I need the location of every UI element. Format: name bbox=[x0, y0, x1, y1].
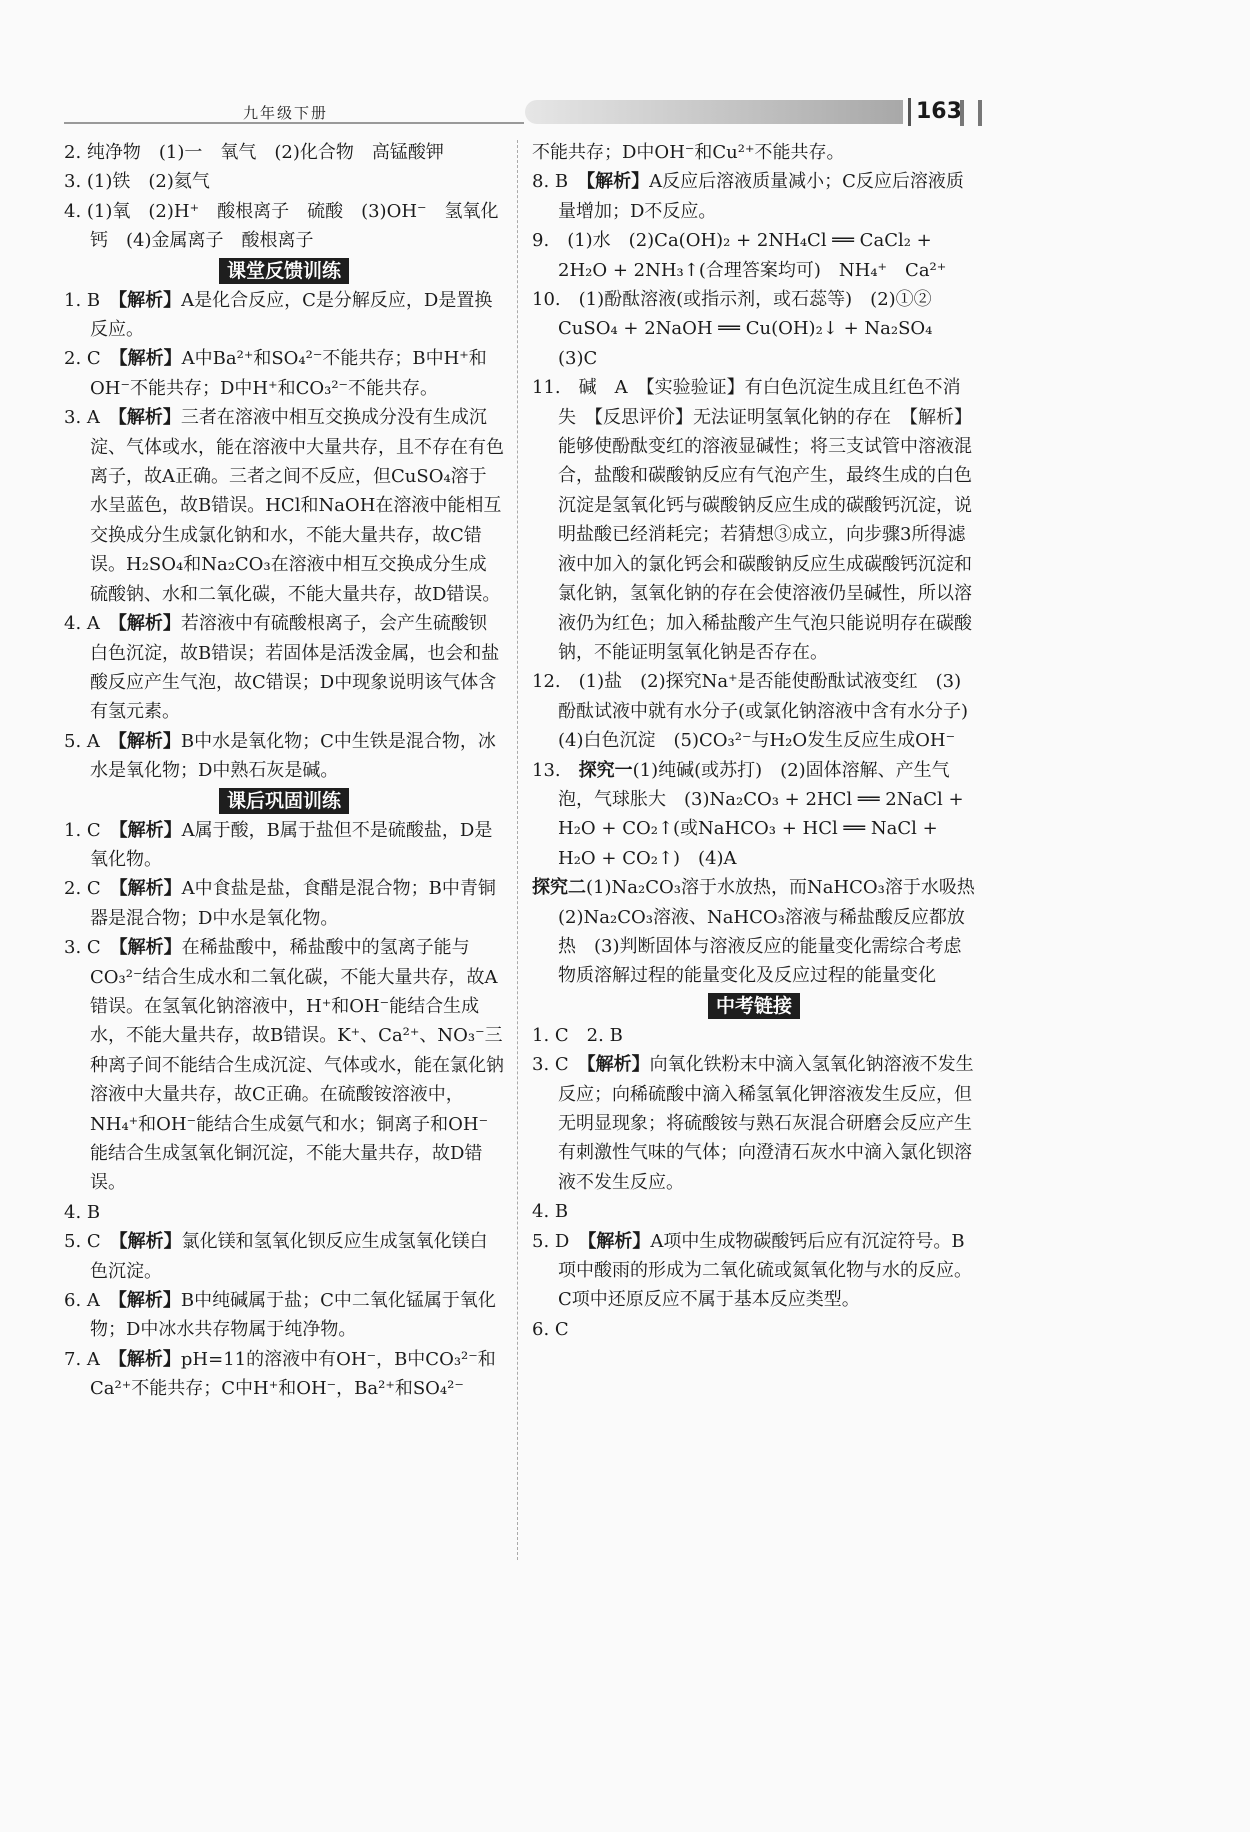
answer-number: 5. A bbox=[64, 730, 100, 752]
answer-item bbox=[532, 1315, 976, 1344]
analysis-label: 【解析】 bbox=[118, 937, 182, 959]
answer-item bbox=[532, 667, 987, 755]
right-column bbox=[532, 138, 993, 1344]
answer-text: 若溶液中有硫酸根离子，会产生硫酸钡白色沉淀，故B错误；若固体是活泼金属，也会和盐酸反应产生气泡，故C错误；D中现象说明该气体含有氢元素。 bbox=[90, 613, 500, 723]
answer-item bbox=[64, 727, 504, 786]
answer-item bbox=[64, 1345, 504, 1404]
analysis-label: 【解析】 bbox=[117, 730, 181, 752]
answer-item bbox=[64, 1227, 504, 1286]
answer-item bbox=[532, 756, 976, 874]
analysis-label: 【解析】 bbox=[118, 819, 182, 841]
answer-number: 3. A bbox=[64, 407, 100, 429]
answer-item bbox=[532, 285, 976, 373]
answer-number: 2. C bbox=[64, 348, 101, 370]
section-heading-text: 课后巩固训练 bbox=[219, 788, 349, 814]
answer-number: 2. C bbox=[64, 878, 101, 900]
analysis-label: 【解析】 bbox=[117, 1290, 181, 1312]
analysis-label: 【解析】 bbox=[117, 407, 181, 429]
answer-number: 10. bbox=[532, 289, 561, 311]
answer-text: A中食盐是盐，食醋是混合物；B中青铜器是混合物；D中水是氧化物。 bbox=[90, 878, 496, 929]
answer-text: 不能共存；D中OH⁻和Cu²⁺不能共存。 bbox=[532, 142, 845, 163]
section-heading-after-class bbox=[64, 788, 504, 815]
answer-number: 5. C bbox=[64, 1231, 101, 1253]
left-top-items bbox=[64, 138, 504, 256]
exam-link-items bbox=[532, 1021, 976, 1344]
left-column bbox=[64, 138, 504, 1404]
answer-text: 在稀盐酸中，稀盐酸中的氢离子能与CO₃²⁻结合生成水和二氧化碳，不能大量共存，故A错误。在氢氧化钠溶液中，H⁺和OH⁻能结合生成水，不能大量共存，故B错误。K⁺、Ca²⁺、NO₃⁻三种离子间不能结合生成沉淀、气体或水，能在氯化钠溶液中大量共存，故C正确。在硫酸铵溶液中，NH₄⁺和OH⁻能结合生成氨气和水；铜离子和OH⁻能结合生成氢氧化铜沉淀，不能大量共存，故D错误。 bbox=[90, 937, 504, 1194]
analysis-label: 探究一 bbox=[578, 759, 633, 781]
answer-number: 1. C bbox=[64, 819, 101, 841]
answer-item bbox=[64, 403, 504, 609]
answer-item: 3. (1)铁 (2)氦气 bbox=[64, 171, 210, 193]
answer-text: pH=11的溶液中有OH⁻，B中CO₃²⁻和Ca²⁺不能共存；C中H⁺和OH⁻，Ba²⁺和SO₄²⁻ bbox=[90, 1348, 496, 1400]
answer-number: 6. A bbox=[64, 1290, 100, 1312]
classroom-feedback-items bbox=[64, 286, 504, 786]
answer-item: 2. 纯净物 (1)一 氧气 (2)化合物 高锰酸钾 bbox=[64, 142, 444, 163]
answer-number: 6. C bbox=[532, 1318, 569, 1340]
answer-number: 4. A bbox=[64, 613, 100, 635]
answer-text: 三者在溶液中相互交换成分没有生成沉淀、气体或水，能在溶液中大量共存，且不存在有色离子，故A正确。三者之间不反应，但CuSO₄溶于水呈蓝色，故B错误。HCl和NaOH在溶液中能相互交换成分生成氯化钠和水，不能大量共存，故C错误。H₂SO₄和Na₂CO₃在溶液中相互交换成分生成硫酸钠、水和二氧化碳，不能大量共存，故D错误。 bbox=[90, 407, 504, 605]
answer-item bbox=[64, 1198, 504, 1227]
answer-text: (1)酚酞溶液(或指示剂，或石蕊等) (2)①② CuSO₄ + 2NaOH ══ Cu(OH)₂↓ + Na₂SO₄ (3)C bbox=[558, 289, 951, 369]
header-rule bbox=[64, 122, 524, 124]
answer-item bbox=[532, 167, 976, 226]
answer-item bbox=[64, 286, 504, 345]
analysis-label: 【解析】 bbox=[117, 613, 181, 635]
answer-text: (1)Na₂CO₃溶于水放热，而NaHCO₃溶于水吸热 (2)Na₂CO₃溶液、NaHCO₃溶液与稀盐酸反应都放热 (3)判断固体与溶液反应的能量变化需综合考虑物质溶解过程的能量变化及反应过程的能量变化 bbox=[558, 877, 993, 987]
answer-text: (1)盐 (2)探究Na⁺是否能使酚酞试液变红 (3)酚酞试液中就有水分子(或氯化钠溶液中含有水分子) (4)白色沉淀 (5)CO₃²⁻与H₂O发生反应生成OH⁻ bbox=[558, 671, 987, 752]
section-heading-text: 课堂反馈训练 bbox=[219, 258, 349, 284]
analysis-label: 【解析】 bbox=[118, 289, 182, 311]
header-title: 九年级下册 bbox=[243, 104, 329, 122]
answer-number: 12. bbox=[532, 671, 561, 693]
answer-number: 9. bbox=[532, 230, 550, 252]
answer-item bbox=[532, 873, 993, 991]
answer-text: 氯化镁和氢氧化钡反应生成氢氧化镁白色沉淀。 bbox=[90, 1231, 488, 1282]
answer-item bbox=[64, 874, 504, 933]
section-heading-exam bbox=[532, 993, 976, 1020]
answer-text: A是化合反应，C是分解反应，D是置换反应。 bbox=[90, 289, 493, 341]
answer-number: 11. bbox=[532, 377, 561, 399]
answer-text: A中Ba²⁺和SO₄²⁻不能共存；B中H⁺和OH⁻不能共存；D中H⁺和CO₃²⁻不能共存。 bbox=[90, 348, 487, 399]
answer-item bbox=[64, 609, 504, 727]
answer-number: 1. B bbox=[64, 289, 101, 311]
answer-item bbox=[64, 933, 504, 1198]
page-number-marks bbox=[960, 100, 982, 126]
answer-number: 4. B bbox=[532, 1201, 569, 1223]
answer-item bbox=[532, 373, 976, 667]
answer-text: B中纯碱属于盐；C中二氧化锰属于氧化物；D中冰水共存物属于纯净物。 bbox=[90, 1290, 496, 1341]
answer-number: 5. D bbox=[532, 1230, 570, 1252]
answer-item bbox=[64, 816, 504, 875]
answer-text: (1)纯碱(或苏打) (2)固体溶解、产生气泡，气球胀大 (3)Na₂CO₃ + 2HCl ══ 2NaCl + H₂O + CO₂↑(或NaHCO₃ + HCl ══ NaCl + H₂O + CO₂↑) (4)A bbox=[558, 759, 964, 869]
analysis-label: 【解析】 bbox=[117, 1348, 181, 1370]
answer-text: A反应后溶液质量减小；C反应后溶液质量增加；D不反应。 bbox=[558, 171, 964, 222]
answer-number: 3. C bbox=[64, 937, 101, 959]
header-gradient-bar bbox=[525, 100, 903, 124]
analysis-label: 【解析】 bbox=[118, 1231, 182, 1253]
answer-item: 4. (1)氧 (2)H⁺ 酸根离子 硫酸 (3)OH⁻ 氢氧化钙 (4)金属离子 酸根离子 bbox=[64, 200, 499, 252]
answer-number: 13. bbox=[532, 759, 561, 781]
answer-text: A属于酸，B属于盐但不是硫酸盐，D是氧化物。 bbox=[90, 819, 493, 870]
answer-item bbox=[532, 1227, 976, 1315]
answer-item bbox=[64, 344, 504, 403]
analysis-label: 探究二 bbox=[532, 877, 586, 899]
answer-number: 1. C 2. B bbox=[532, 1024, 623, 1046]
section-heading-text: 中考链接 bbox=[708, 993, 800, 1019]
page-number: 163 bbox=[908, 98, 966, 126]
answer-item bbox=[532, 226, 976, 285]
analysis-label: 【解析】 bbox=[587, 1230, 651, 1252]
answer-number: 3. C bbox=[532, 1054, 569, 1076]
column-divider bbox=[517, 140, 518, 1560]
analysis-label: 【解析】 bbox=[586, 1054, 650, 1076]
analysis-label: 【解析】 bbox=[118, 348, 182, 370]
right-items bbox=[532, 138, 993, 991]
answer-number: 7. A bbox=[64, 1348, 100, 1370]
section-heading-classroom bbox=[64, 258, 504, 285]
answer-item bbox=[64, 1286, 504, 1345]
answer-text: A项中生成物碳酸钙后应有沉淀符号。B项中酸雨的形成为二氧化硫或氮氧化物与水的反应。C项中还原反应不属于基本反应类型。 bbox=[558, 1230, 972, 1311]
analysis-label: 【解析】 bbox=[118, 878, 182, 900]
answer-item bbox=[532, 1197, 976, 1226]
answer-text: 向氧化铁粉末中滴入氢氧化钠溶液不发生反应；向稀硫酸中滴入稀氢氧化钾溶液发生反应，但无明显现象；将硫酸铵与熟石灰混合研磨会反应产生有刺激性气味的气体；向澄清石灰水中滴入氯化钡溶液不发生反应。 bbox=[558, 1054, 974, 1193]
answer-item bbox=[532, 1050, 976, 1197]
answer-number: 8. B bbox=[532, 171, 569, 193]
answer-text: (1)水 (2)Ca(OH)₂ + 2NH₄Cl ══ CaCl₂ + 2H₂O + 2NH₃↑(合理答案均可) NH₄⁺ Ca²⁺ bbox=[558, 230, 947, 281]
answer-item bbox=[532, 138, 976, 167]
answer-item bbox=[532, 1021, 976, 1050]
analysis-label: 【解析】 bbox=[586, 171, 650, 193]
answer-text: B中水是氧化物；C中生铁是混合物，冰水是氧化物；D中熟石灰是碱。 bbox=[90, 730, 496, 782]
after-class-items bbox=[64, 816, 504, 1404]
answer-number: 4. B bbox=[64, 1201, 101, 1223]
answer-text: 碱 A 【实验验证】有白色沉淀生成且红色不消失 【反思评价】无法证明氢氧化钠的存在 【解析】能够使酚酞变红的溶液显碱性；将三支试管中溶液混合，盐酸和碳酸钠反应有气泡产生，最终生成的白色沉淀是氢氧化钙与碳酸钠反应生成的碳酸钙沉淀，说明盐酸已经消耗完；若猜想③成立，向步骤3所得滤液中加入的氯化钙会和碳酸钠反应生成碳酸钙沉淀和氯化钠，氢氧化钠的存在会使溶液仍呈碱性，所以溶液仍为红色；加入稀盐酸产生气泡只能说明存在碳酸钠，不能证明氢氧化钠是否存在。 bbox=[558, 377, 972, 663]
